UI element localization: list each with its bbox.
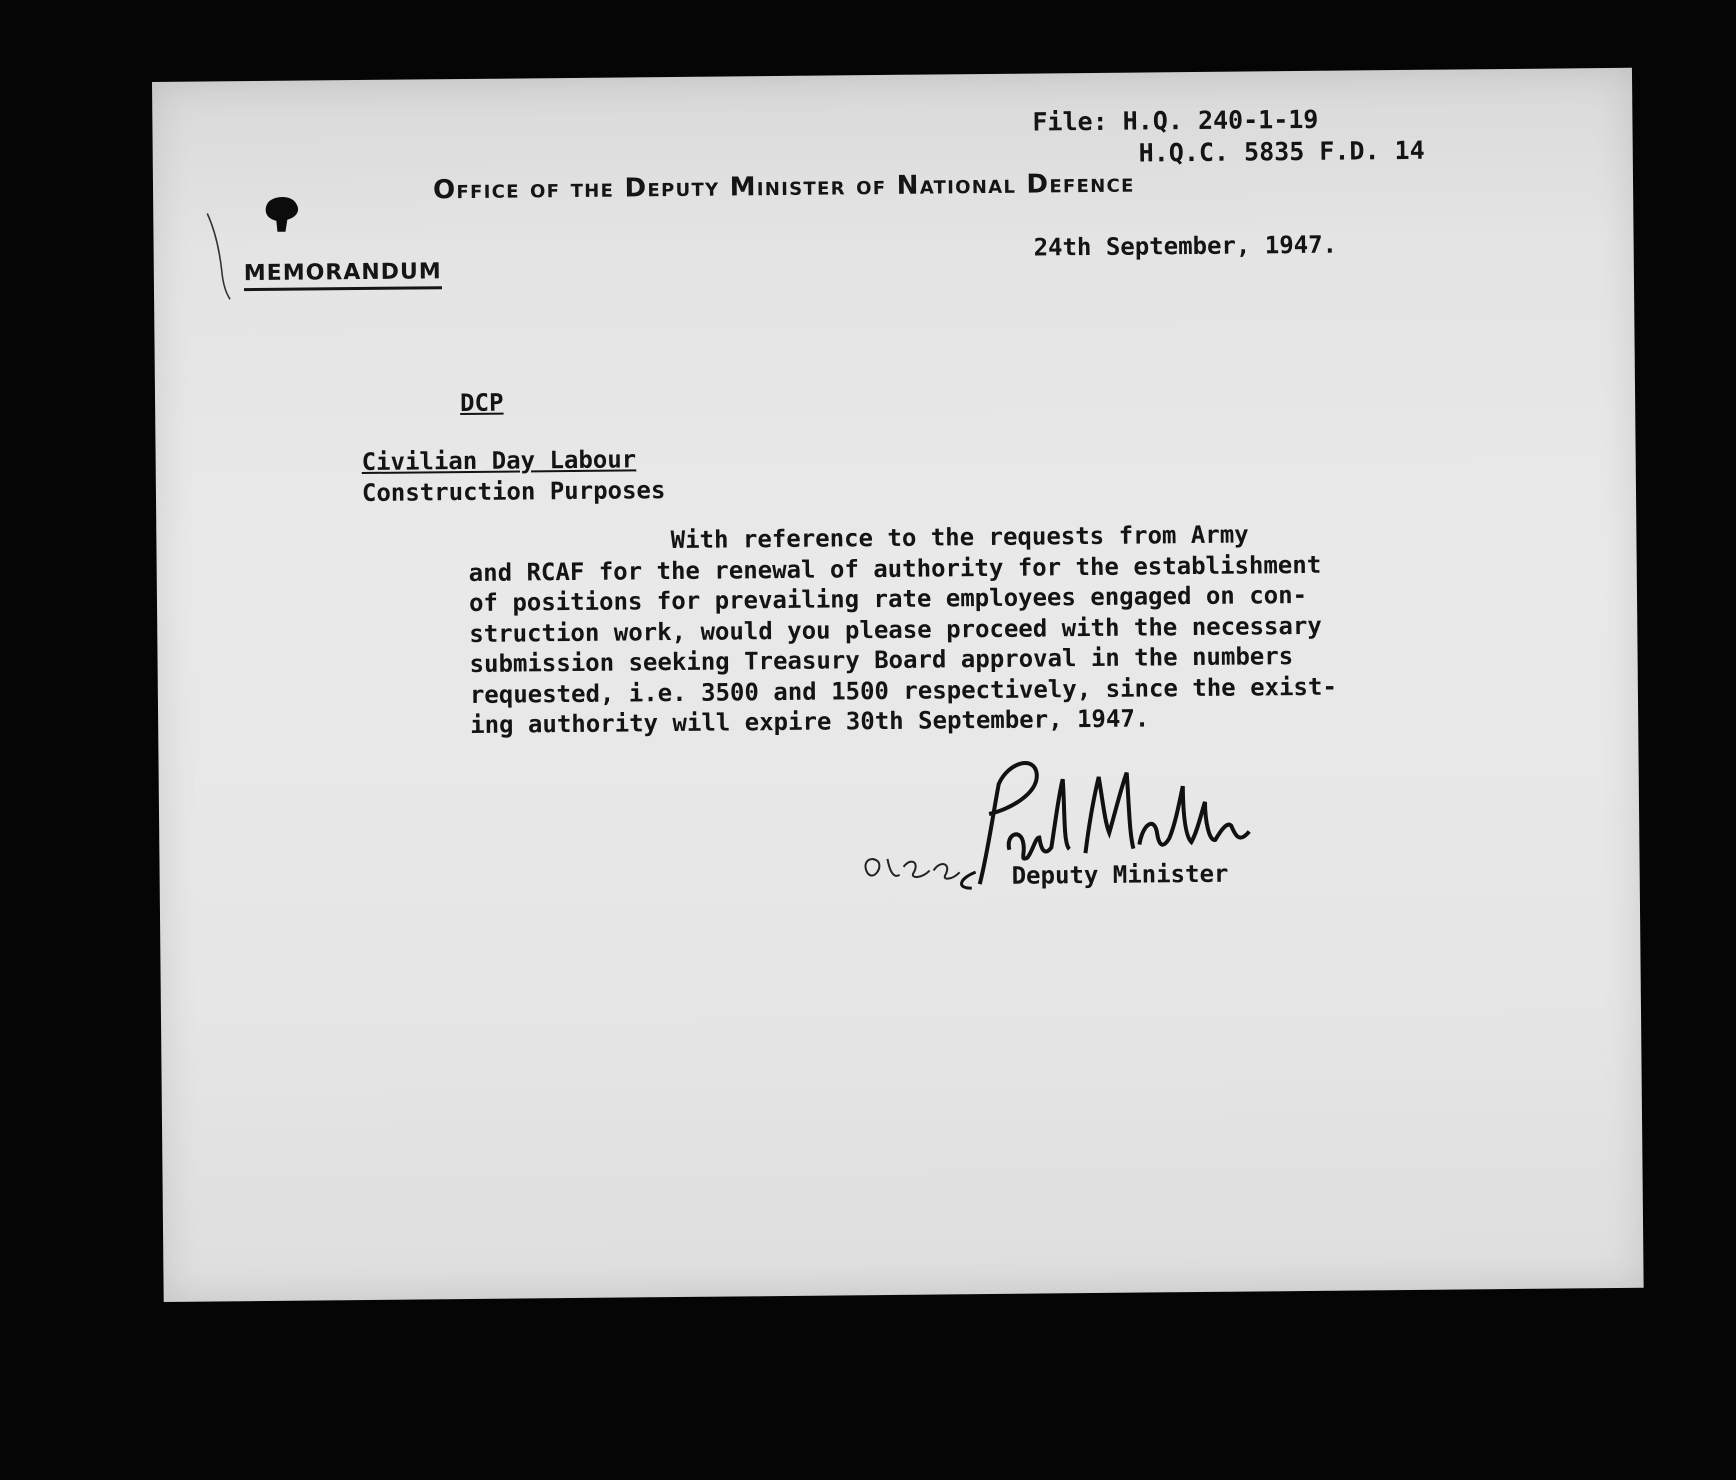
- body-line: With reference to the requests from Army: [468, 520, 1249, 556]
- subject-line-1: Civilian Day Labour: [361, 445, 637, 477]
- subject-line-2: Construction Purposes: [361, 476, 666, 508]
- memorandum-label: MEMORANDUM: [244, 259, 442, 291]
- body-line: requested, i.e. 3500 and 1500 respectively, since the exist-: [469, 672, 1337, 709]
- office-heading: Office of the Deputy Minister of National Defence: [432, 168, 1135, 206]
- signer-title: Deputy Minister: [1011, 859, 1229, 890]
- memo-date: 24th September, 1947.: [1033, 230, 1338, 262]
- body-line: submission seeking Treasury Board approval in the numbers: [469, 642, 1294, 678]
- memo-paper: [152, 68, 1644, 1302]
- file-reference-line-2: H.Q.C. 5835 F.D. 14: [1138, 135, 1425, 168]
- body-line: of positions for prevailing rate employees engaged on con-: [468, 580, 1308, 617]
- memo-body: [468, 519, 1337, 741]
- body-line: struction work, would you please proceed with the necessary: [469, 611, 1322, 648]
- ink-blot-mark: [261, 196, 301, 234]
- body-line: and RCAF for the renewal of authority for the establishment: [468, 550, 1322, 587]
- margin-pencil-mark: [203, 211, 244, 301]
- body-line: ing authority will expire 30th September, 1947.: [470, 704, 1150, 739]
- file-reference-line-1: File: H.Q. 240-1-19: [1032, 104, 1319, 137]
- recipient-code: DCP: [459, 388, 504, 418]
